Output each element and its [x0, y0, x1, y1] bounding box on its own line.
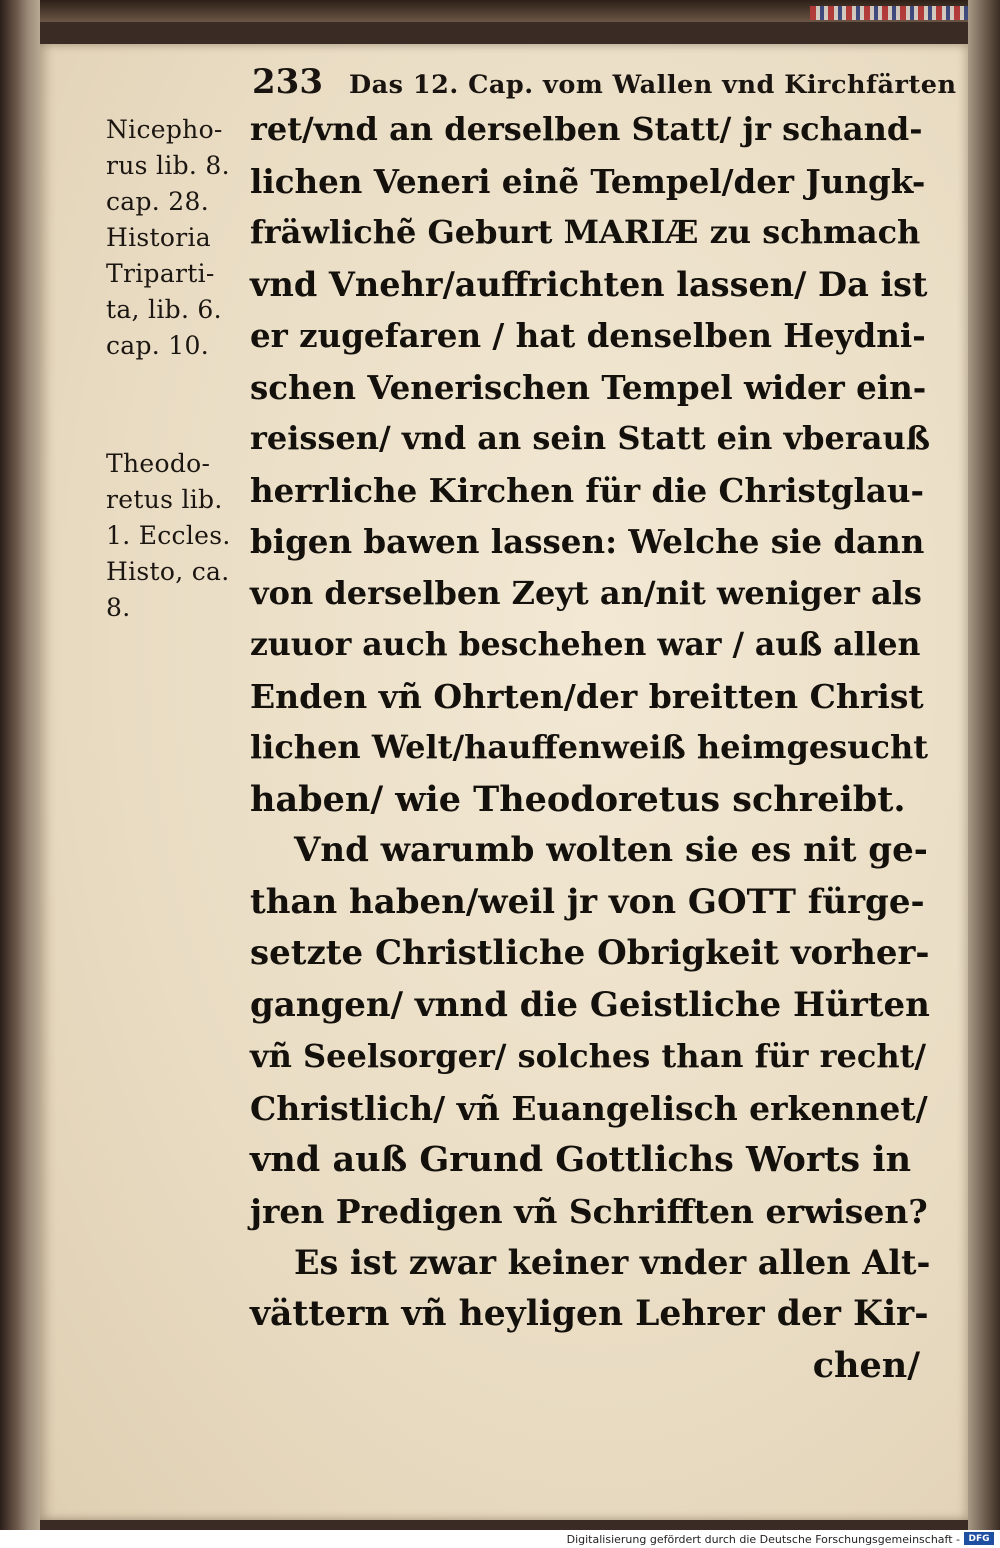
margin-note-line: 8.: [106, 593, 131, 622]
text-line: bigen bawen lassen: Welche sie dann: [250, 522, 925, 561]
text-line: Es ist zwar keiner vnder allen Alt-: [294, 1243, 931, 1282]
text-line: vnd Vnehr/auffrichten lassen/ Da ist: [250, 264, 928, 304]
text-line: zuuor auch beschehen war / auß allen: [250, 626, 921, 663]
book-right-edge: [968, 0, 1000, 1530]
text-line: ret/vnd an derselben Statt/ jr schand-: [250, 110, 923, 148]
margin-note-nicephorus: [106, 112, 256, 364]
text-line: haben/ wie Theodoretus schreibt.: [250, 778, 906, 820]
body-text: [250, 104, 930, 1392]
catchword: chen/: [812, 1345, 920, 1386]
text-line: than haben/weil jr von GOTT fürge-: [250, 881, 925, 922]
text-line: von derselben Zeyt an/nit weniger als: [250, 573, 922, 612]
footer-credit: Digitalisierung gefördert durch die Deutsche Forschungsgemeinschaft -: [566, 1533, 960, 1546]
text-line: vättern vñ heyligen Lehrer der Kir-: [250, 1293, 929, 1334]
text-line: vnd auß Grund Gottlichs Worts in: [250, 1139, 912, 1180]
page-title: Das 12. Cap. vom Wallen vnd Kirchfärten: [348, 70, 957, 100]
margin-note-line: Theodo-: [106, 449, 211, 478]
text-line: lichen Welt/hauffenweiß heimgesucht: [250, 728, 928, 766]
text-line: lichen Veneri einẽ Tempel/der Jungk-: [250, 161, 926, 201]
text-line: herrliche Kirchen für die Christglau-: [250, 470, 925, 510]
text-line: Christlich/ vñ Euangelisch erkennet/: [250, 1088, 928, 1128]
text-line: reissen/ vnd an sein Statt ein vberauß: [250, 419, 931, 457]
dfg-logo: DFG: [964, 1532, 994, 1545]
text-line: Enden vñ Ohrten/der breitten Christ: [250, 676, 924, 716]
text-line: Vnd warumb wolten sie es nit ge-: [294, 830, 928, 870]
margin-note-line: cap. 28.: [106, 187, 209, 216]
text-line: jren Predigen vñ Schrifften erwisen?: [250, 1191, 928, 1231]
text-line: gangen/ vnnd die Geistliche Hürten: [250, 984, 930, 1025]
page-number: 233: [252, 62, 323, 102]
margin-note-line: Historia: [106, 223, 211, 252]
margin-note-line: Nicepho-: [106, 115, 223, 144]
text-line: schen Venerischen Tempel wider ein-: [250, 367, 927, 407]
margin-note-line: rus lib. 8.: [106, 151, 230, 180]
book-left-edge: [0, 0, 40, 1530]
margin-note-line: Triparti-: [106, 259, 215, 288]
margin-note-line: retus lib.: [106, 485, 223, 514]
text-line: fräwlichẽ Geburt MARIÆ zu schmach: [250, 213, 921, 251]
margin-note-line: Histo, ca.: [106, 557, 230, 586]
margin-note-line: cap. 10.: [106, 331, 209, 360]
footer-bar: [0, 1530, 1000, 1548]
margin-note-theodoretus: [106, 446, 256, 626]
text-line: setzte Christliche Obrigkeit vorher-: [250, 933, 930, 973]
margin-note-line: ta, lib. 6.: [106, 295, 222, 324]
text-line: vñ Seelsorger/ solches than für recht/: [250, 1037, 927, 1075]
text-line: er zugefaren / hat denselben Heydni-: [250, 316, 926, 355]
margin-note-line: 1. Eccles.: [106, 521, 231, 550]
